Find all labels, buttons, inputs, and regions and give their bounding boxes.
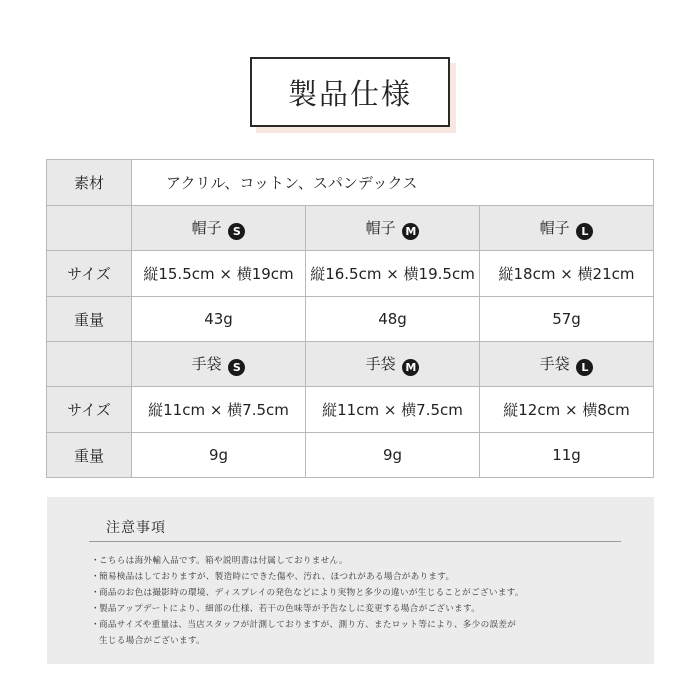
hat-weight-l: 57g	[480, 297, 654, 342]
glove-header-m	[306, 342, 480, 387]
material-row	[47, 160, 654, 206]
glove-header-s	[132, 342, 306, 387]
bullet: ・	[91, 604, 100, 614]
glove-header-blank	[47, 342, 132, 387]
glove-size-row	[47, 387, 654, 433]
hat-size-s: 縦15.5cm × 横19cm	[132, 251, 306, 297]
hat-header-l	[480, 206, 654, 251]
glove-size-s: 縦11cm × 横7.5cm	[132, 387, 306, 433]
hat-size-l: 縦18cm × 横21cm	[480, 251, 654, 297]
glove-size-m: 縦11cm × 横7.5cm	[306, 387, 480, 433]
glove-header-row	[47, 342, 654, 387]
size-l-badge: L	[576, 223, 593, 240]
glove-weight-l: 11g	[480, 433, 654, 478]
spec-table	[46, 159, 654, 478]
hat-header-row	[47, 206, 654, 251]
glove-weight-label: 重量	[47, 433, 132, 478]
glove-header-name: 手袋	[191, 354, 222, 373]
bullet: ・	[91, 588, 100, 598]
hat-weight-label: 重量	[47, 297, 132, 342]
note-item	[91, 569, 524, 585]
notes-list	[91, 553, 524, 649]
hat-header-name: 帽子	[539, 218, 570, 237]
hat-size-label: サイズ	[47, 251, 132, 297]
note-text: 商品サイズや重量は、当店スタッフが計測しておりますが、測り方、またロット等により、多少の誤差が	[99, 620, 517, 630]
glove-size-l: 縦12cm × 横8cm	[480, 387, 654, 433]
size-s-badge: S	[228, 223, 245, 240]
bullet: ・	[91, 556, 100, 566]
hat-header-name: 帽子	[191, 218, 222, 237]
glove-weight-s: 9g	[132, 433, 306, 478]
note-item	[91, 617, 524, 633]
size-s-badge: S	[228, 359, 245, 376]
size-m-badge: M	[402, 359, 419, 376]
hat-weight-s: 43g	[132, 297, 306, 342]
hat-header-s	[132, 206, 306, 251]
material-label: 素材	[47, 160, 132, 206]
hat-weight-row	[47, 297, 654, 342]
hat-header-blank	[47, 206, 132, 251]
hat-size-m: 縦16.5cm × 横19.5cm	[306, 251, 480, 297]
hat-weight-m: 48g	[306, 297, 480, 342]
size-l-badge: L	[576, 359, 593, 376]
hat-header-m	[306, 206, 480, 251]
bullet: ・	[91, 620, 100, 630]
notes-panel	[47, 497, 654, 664]
bullet: ・	[91, 572, 100, 582]
size-m-badge: M	[402, 223, 419, 240]
page-title: 製品仕様	[250, 57, 450, 127]
glove-weight-row	[47, 433, 654, 478]
material-value: アクリル、コットン、スパンデックス	[132, 160, 654, 206]
hat-header-name: 帽子	[365, 218, 396, 237]
glove-weight-m: 9g	[306, 433, 480, 478]
note-text: 製品アップデートにより、細部の仕様、若干の色味等が予告なしに変更する場合がございます。	[99, 604, 481, 614]
notes-divider	[89, 541, 621, 542]
glove-header-name: 手袋	[365, 354, 396, 373]
note-item	[91, 585, 524, 601]
note-item	[91, 553, 524, 569]
note-text: こちらは海外輸入品です。箱や説明書は付属しておりません。	[99, 556, 348, 566]
note-item	[91, 601, 524, 617]
notes-title: 注意事項	[106, 520, 166, 536]
note-text: 商品のお色は撮影時の環境、ディスプレイの発色などにより実物と多少の違いが生じることがございます。	[99, 588, 524, 598]
title-block	[250, 57, 450, 127]
note-text: 簡易検品はしておりますが、製造時にできた傷や、汚れ、ほつれがある場合があります。	[99, 572, 455, 582]
glove-size-label: サイズ	[47, 387, 132, 433]
hat-size-row	[47, 251, 654, 297]
glove-header-name: 手袋	[539, 354, 570, 373]
note-continuation: 生じる場合がございます。	[99, 636, 206, 646]
glove-header-l	[480, 342, 654, 387]
